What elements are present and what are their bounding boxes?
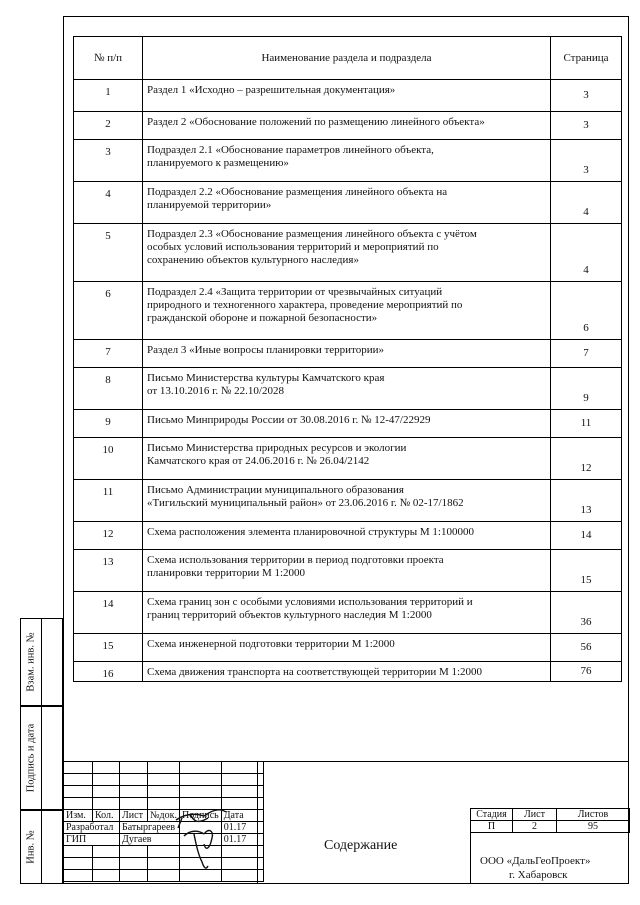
row-page: 36 [551, 592, 622, 634]
row-page: 3 [551, 112, 622, 140]
row-number: 16 [74, 662, 143, 682]
row-page: 11 [551, 410, 622, 438]
row-title [143, 368, 551, 410]
row-number: 11 [74, 480, 143, 522]
organization-name: ООО «ДальГеоПроект» [480, 855, 591, 867]
col-kol: Кол. [93, 810, 120, 822]
row-title-line: гражданской обороне и пожарной безопасности» [147, 312, 378, 324]
contents-row [74, 550, 622, 592]
sheet-label: Лист [513, 809, 557, 821]
row-page: 76 [551, 662, 622, 682]
contents-row [74, 522, 622, 550]
col-podpis: Подпись [180, 810, 222, 822]
row-page: 14 [551, 522, 622, 550]
row-number: 12 [74, 522, 143, 550]
row-title [143, 224, 551, 282]
header-num: № п/п [74, 37, 143, 80]
row-title-line: Схема расположения элемента планировочной структуры М 1:100000 [147, 526, 474, 538]
row-title [143, 634, 551, 662]
row-number: 5 [74, 224, 143, 282]
row-title-line: Письмо Администрации муниципального образования [147, 484, 404, 496]
row-page: 7 [551, 340, 622, 368]
row-number: 15 [74, 634, 143, 662]
row-title-line: Раздел 2 «Обоснование положений по размещению линейного объекта» [147, 116, 485, 128]
contents-row [74, 140, 622, 182]
role-developer: Разработал [64, 822, 120, 834]
row-title-line: Схема использования территории в период подготовки проекта [147, 554, 444, 566]
row-title [143, 340, 551, 368]
row-title [143, 592, 551, 634]
row-title-line: Раздел 1 «Исходно – разрешительная документация» [147, 84, 396, 96]
col-ndok: №док. [148, 810, 180, 822]
row-title [143, 112, 551, 140]
row-title-line: Схема движения транспорта на соответствующей территории М 1:2000 [147, 666, 483, 678]
contents-row [74, 410, 622, 438]
row-title-line: Схема границ зон с особыми условиями использования территорий и [147, 596, 473, 608]
row-page: 3 [551, 140, 622, 182]
name-chief: Дугаев [120, 834, 180, 846]
row-title [143, 140, 551, 182]
col-data: Дата [221, 810, 263, 822]
row-title-line: особых условий использования территорий и мероприятий по [147, 241, 439, 253]
side-label-inv: Инв. № [25, 830, 37, 864]
contents-row [74, 182, 622, 224]
row-title-line: от 13.10.2016 г. № 22.10/2028 [147, 385, 284, 397]
sheets-label: Листов [557, 809, 630, 821]
side-strip-podpis [20, 706, 63, 810]
signature-mark [168, 806, 238, 876]
row-title-line: планируемого к размещению» [147, 157, 289, 169]
date-developer: 01.17 [221, 822, 263, 834]
row-title-line: Камчатского края от 24.06.2016 г. № 26.04/2142 [147, 455, 370, 467]
row-title-line: Подраздел 2.1 «Обоснование параметров линейного объекта, [147, 144, 434, 156]
side-strip-inv [20, 810, 63, 884]
header-title: Наименование раздела и подраздела [143, 37, 551, 80]
row-title-line: границ территорий объектов культурного наследия М 1:2000 [147, 609, 432, 621]
row-page: 3 [551, 80, 622, 112]
document-title: Содержание [324, 838, 398, 853]
contents-row [74, 112, 622, 140]
row-number: 6 [74, 282, 143, 340]
side-label-podpis: Подпись и дата [25, 723, 37, 793]
row-title [143, 522, 551, 550]
row-title [143, 410, 551, 438]
contents-row [74, 80, 622, 112]
role-chief: ГИП [64, 834, 120, 846]
stage-table [470, 808, 630, 833]
contents-row [74, 368, 622, 410]
row-title [143, 80, 551, 112]
sheet-value: 2 [513, 821, 557, 833]
row-title [143, 662, 551, 682]
contents-row [74, 592, 622, 634]
row-title-line: Схема инженерной подготовки территории М 1:2000 [147, 638, 395, 650]
stage-label: Стадия [471, 809, 513, 821]
row-title [143, 550, 551, 592]
row-page: 4 [551, 224, 622, 282]
row-number: 4 [74, 182, 143, 224]
side-label-vzam: Взам. инв. № [25, 632, 37, 692]
row-page: 9 [551, 368, 622, 410]
contents-row [74, 480, 622, 522]
col-list: Лист [120, 810, 148, 822]
side-strip-vzam [20, 618, 63, 706]
row-page: 56 [551, 634, 622, 662]
row-number: 1 [74, 80, 143, 112]
col-izm: Изм. [64, 810, 93, 822]
row-title-line: «Тигильский муниципальный район» от 23.06.2016 г. № 02-17/1862 [147, 497, 464, 509]
row-title-line: сохранению объектов культурного наследия» [147, 254, 359, 266]
row-title-line: Подраздел 2.3 «Обоснование размещения линейного объекта с учётом [147, 228, 477, 240]
contents-row [74, 634, 622, 662]
contents-row [74, 282, 622, 340]
row-title-line: Письмо Минприроды России от 30.08.2016 г. № 12-47/22929 [147, 414, 431, 426]
contents-row [74, 662, 622, 682]
row-page: 15 [551, 550, 622, 592]
sheets-value: 95 [557, 821, 630, 833]
stage-value: П [471, 821, 513, 833]
row-page: 6 [551, 282, 622, 340]
row-title-line: Письмо Министерства природных ресурсов и экологии [147, 442, 407, 454]
name-developer: Батыргареев [120, 822, 180, 834]
row-page: 4 [551, 182, 622, 224]
row-number: 14 [74, 592, 143, 634]
row-number: 2 [74, 112, 143, 140]
row-number: 7 [74, 340, 143, 368]
row-title [143, 480, 551, 522]
row-number: 13 [74, 550, 143, 592]
row-title-line: Подраздел 2.2 «Обоснование размещения линейного объекта на [147, 186, 448, 198]
header-page: Страница [551, 37, 622, 80]
contents-row [74, 340, 622, 368]
row-title [143, 438, 551, 480]
row-title-line: планируемой территории» [147, 199, 272, 211]
contents-header-row [74, 37, 622, 80]
row-number: 10 [74, 438, 143, 480]
row-title-line: планировки территории М 1:2000 [147, 567, 306, 579]
row-number: 3 [74, 140, 143, 182]
row-title-line: Письмо Министерства культуры Камчатского края [147, 372, 385, 384]
row-page: 12 [551, 438, 622, 480]
row-number: 8 [74, 368, 143, 410]
organization-city: г. Хабаровск [509, 869, 568, 881]
row-title [143, 182, 551, 224]
row-title [143, 282, 551, 340]
row-title-line: Раздел 3 «Иные вопросы планировки территории» [147, 344, 384, 356]
row-page: 13 [551, 480, 622, 522]
row-title-line: Подраздел 2.4 «Защита территории от чрезвычайных ситуаций [147, 286, 443, 298]
row-title-line: природного и техногенного характера, проведение мероприятий по [147, 299, 463, 311]
row-number: 9 [74, 410, 143, 438]
contents-row [74, 438, 622, 480]
contents-row [74, 224, 622, 282]
date-chief: 01.17 [221, 834, 263, 846]
contents-table [73, 36, 622, 682]
